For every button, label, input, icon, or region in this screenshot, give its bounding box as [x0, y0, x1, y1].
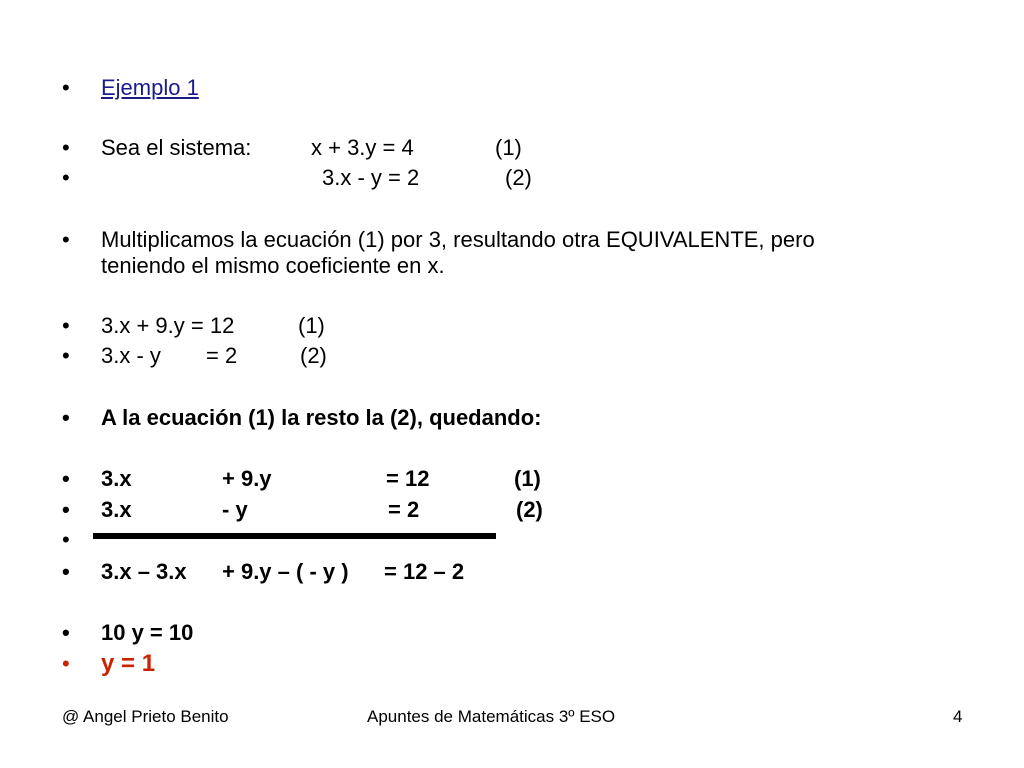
bullet: •: [62, 559, 70, 584]
system-eq2-number: (2): [505, 165, 532, 190]
row1-col1: 3.x: [101, 466, 132, 491]
equation-b-number: (2): [300, 343, 327, 368]
system-equation-1: x + 3.y = 4: [311, 135, 414, 160]
equation-a: 3.x + 9.y = 12: [101, 313, 235, 338]
result-1: 10 y = 10: [101, 620, 194, 645]
row2-col2: - y: [222, 497, 248, 522]
bullet: •: [62, 227, 70, 252]
row2-col3: = 2: [388, 497, 420, 522]
bullet: •: [62, 75, 70, 100]
example-title: Ejemplo 1: [101, 75, 199, 100]
result-col3: = 12 – 2: [384, 559, 465, 584]
bullet: •: [62, 405, 70, 430]
result-col2: + 9.y – ( - y ): [222, 559, 349, 584]
bullet: •: [62, 620, 70, 645]
final-result: y = 1: [101, 650, 156, 677]
bullet: •: [62, 497, 70, 522]
system-equation-2: 3.x - y = 2: [322, 165, 420, 190]
system-label: Sea el sistema:: [101, 135, 252, 160]
row2-col4: (2): [516, 497, 543, 522]
bullet: •: [62, 313, 70, 338]
system-eq1-number: (1): [495, 135, 522, 160]
footer-page-number: 4: [953, 707, 963, 726]
bullet: •: [62, 135, 70, 160]
bullet: •: [62, 343, 70, 368]
multiply-text-2: teniendo el mismo coeficiente en x.: [101, 253, 445, 278]
equation-b-rhs: = 2: [206, 343, 238, 368]
equation-a-number: (1): [298, 313, 325, 338]
subtraction-rule: [93, 533, 496, 539]
equation-b-lhs: 3.x - y: [101, 343, 161, 368]
footer-course: Apuntes de Matemáticas 3º ESO: [367, 707, 616, 726]
row1-col2: + 9.y: [222, 466, 272, 491]
row1-col4: (1): [514, 466, 541, 491]
multiply-text-1: Multiplicamos la ecuación (1) por 3, resultando otra EQUIVALENTE, pero: [101, 227, 815, 252]
row1-col3: = 12: [386, 466, 430, 491]
row2-col1: 3.x: [101, 497, 132, 522]
bullet: •: [62, 466, 70, 491]
footer-author: @ Angel Prieto Benito: [62, 707, 229, 726]
bullet: •: [62, 651, 70, 676]
bullet: •: [62, 527, 70, 552]
result-col1: 3.x – 3.x: [101, 559, 187, 584]
subtract-text: A la ecuación (1) la resto la (2), quedando:: [101, 405, 542, 430]
bullet: •: [62, 165, 70, 190]
